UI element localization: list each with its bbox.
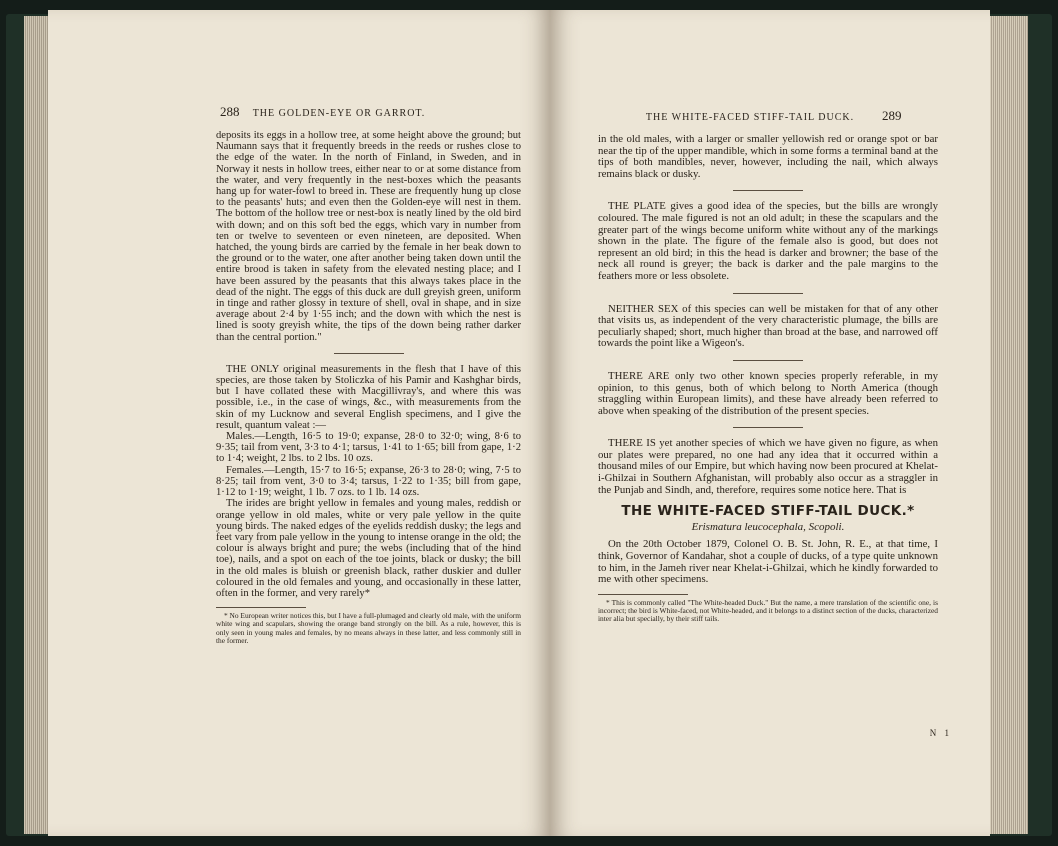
left-paragraph-2: THE ONLY original measurements in the flesh that I have of this species, are those taken by Stoliczka of his Pamir and Kashghar birds, but I have collated these with Macgillivray's, and where this was possible, i.e., in the case of wings, &c., with measurements from the skin of my Lucknow and several English specimens, and I give the result, quantum valeat :— bbox=[216, 363, 521, 431]
left-paragraph-1: deposits its eggs in a hollow tree, at some height above the ground; but Naumann says that it frequently breeds in the reeds or rushes close to the edge of the water. In the north of Finland, in Sweden, and in Norway it nests in hollow trees, either near to or at some distance from the water, and very frequently in the nest-boxes which the peasants hang up for water-fowl to breed in. These are frequently hung up close to the peasants' huts; and even then the Golden-eye will nest in them. The bottom of the hollow tree or nest-box is neatly lined by the old bird with down; and on this soft bed the eggs, which vary in number from ten or twelve to seventeen or even nineteen, are deposited. When hatched, the young birds are carried by the female in her beak down to the ground or to the water, one after another being taken down until the entire brood is taken in safety from the elevated nesting place; and I have been assured by the peasants that this always takes place in the dead of the night. The eggs of this duck are dull greyish green, uniform in tinge and rather glossy in texture of shell, oval in shape, and in size average about 2·4 by 1·55 inch; and the down with which the nest is lined is sooty greyish white, the tips of the down being rather darker than the central portion." bbox=[216, 130, 521, 343]
right-paragraph-other-species: THERE ARE only two other known species properly referable, in my opinion, to this genus, both of which belong to North America (though straggling within European limits), and these have already been referred to above when speaking of the distribution of the present species. bbox=[598, 369, 938, 417]
left-paragraph-males: Males.—Length, 16·5 to 19·0; expanse, 28·0 to 32·0; wing, 8·6 to 9·35; tail from vent, 3·3 to 4·1; tarsus, 1·41 to 1·65; bill from gape, 1·2 to 1·4; weight, 2 lbs. to 2 lbs. 10 ozs. bbox=[216, 431, 521, 465]
section-rule bbox=[733, 427, 803, 428]
right-paragraph-st-john: On the 20th October 1879, Colonel O. B. St. John, R. E., at that time, I think, Governor of Kandahar, shot a couple of ducks, of a type quite unknown to him, in the Jameh river near Khelat-i-Ghilzai, which he kindly forwarded to me with other specimens. bbox=[598, 538, 938, 586]
right-running-head: THE WHITE-FACED STIFF-TAIL DUCK. bbox=[645, 112, 855, 123]
section-rule bbox=[733, 360, 803, 361]
right-page-number: 289 bbox=[882, 108, 902, 123]
left-page-number: 288 bbox=[220, 104, 240, 119]
left-page-header bbox=[48, 104, 550, 124]
left-footnote: * No European writer notices this, but I have a full-plumaged and clearly old male, with the uniform white wing and scapulars, showing the orange band strongly on the bill. As a rule, however, this is only seen in young males and females, by no means always in these latter, and less commonly still in the former. bbox=[216, 611, 521, 645]
section-rule bbox=[334, 353, 404, 354]
left-text-column bbox=[216, 130, 521, 645]
right-paragraph-another-species: THERE IS yet another species of which we have given no figure, as when our plates were prepared, no one had any idea that it occurred within a thousand miles of our Empire, but which having now been procured at Khelat-i-Ghilzai in Southern Afghanistan, will probably also occur as a straggler in the Punjab and Sindh, and, therefore, requires some notice here. That is bbox=[598, 437, 938, 496]
left-running-head: THE GOLDEN-EYE OR GARROT. bbox=[252, 108, 426, 119]
species-latin-name: Erismatura leucocephala, Scopoli. bbox=[691, 520, 845, 533]
right-page bbox=[550, 10, 990, 836]
section-rule bbox=[733, 190, 803, 191]
right-paragraph-1: in the old males, with a larger or smaller yellowish red or orange spot or bar near the tip of the upper mandible, which in some forms a terminal band at the tips of both mandibles, never, however, including the nail, which always remains black or dusky. bbox=[598, 133, 938, 180]
left-page bbox=[48, 10, 550, 836]
left-paragraph-females: Females.—Length, 15·7 to 16·5; expanse, 26·3 to 28·0; wing, 7·5 to 8·25; tail from vent, 3·0 to 3·4; tarsus, 1·22 to 1·35; bill from gape, 1·12 to 1·19; weight, 1 lb. 7 ozs. to 1 lb. 14 ozs. bbox=[216, 464, 521, 499]
right-page-header bbox=[550, 108, 990, 128]
right-paragraph-plate: THE PLATE gives a good idea of the species, but the bills are wrongly coloured. The male figured is not an old adult; in these the scapulars and the greater part of the wings become uniform white without any of the markings shown in the plate. The figure of the female also is good, but does not represent an old bird; in this the head is darker and browner; the base of the neck all round is greyer; the back is darker and the pale margins to the feathers more or less obsolete. bbox=[598, 200, 938, 282]
signature-mark: N 1 bbox=[929, 728, 952, 738]
footnote-rule bbox=[598, 594, 688, 595]
section-rule bbox=[733, 293, 803, 294]
left-paragraph-irides: The irides are bright yellow in females and young males, reddish or orange yellow in old males, white or very pale yellow in the quite young birds. The naked edges of the eyelids reddish dusky; the legs and feet vary from pale yellow in the young to intense orange in the old; the colour is always bright and pure; the webs (including that of the hind toe), nails, and a spot on each of the toe joints, black or dusky; the bill in the old males is bluish or greenish black, rather duskier and duller coloured in the old females and young, and occasionally in these latter, often in the former, and very rarely* bbox=[216, 498, 521, 599]
footnote-rule bbox=[216, 607, 306, 608]
right-footnote: * This is commonly called "The White-headed Duck." But the name, a mere translation of the scientific one, is incorrect; the bird is White-faced, not White-headed, and it belongs to a distinct section of the ducks, characterized inter alia but specially, by their stiff tails. bbox=[598, 597, 938, 624]
page-edges-right bbox=[988, 16, 1028, 834]
right-text-column bbox=[598, 134, 938, 623]
right-paragraph-neither-sex: NEITHER SEX of this species can well be mistaken for that of any other that visits us, as independent of the very characteristic plumage, the bills are peculiarly shaped; short, much higher than broad at the base, and narrowed off towards the point like a Wigeon's. bbox=[598, 302, 938, 350]
species-title: THE WHITE-FACED STIFF-TAIL DUCK.* bbox=[621, 503, 915, 520]
